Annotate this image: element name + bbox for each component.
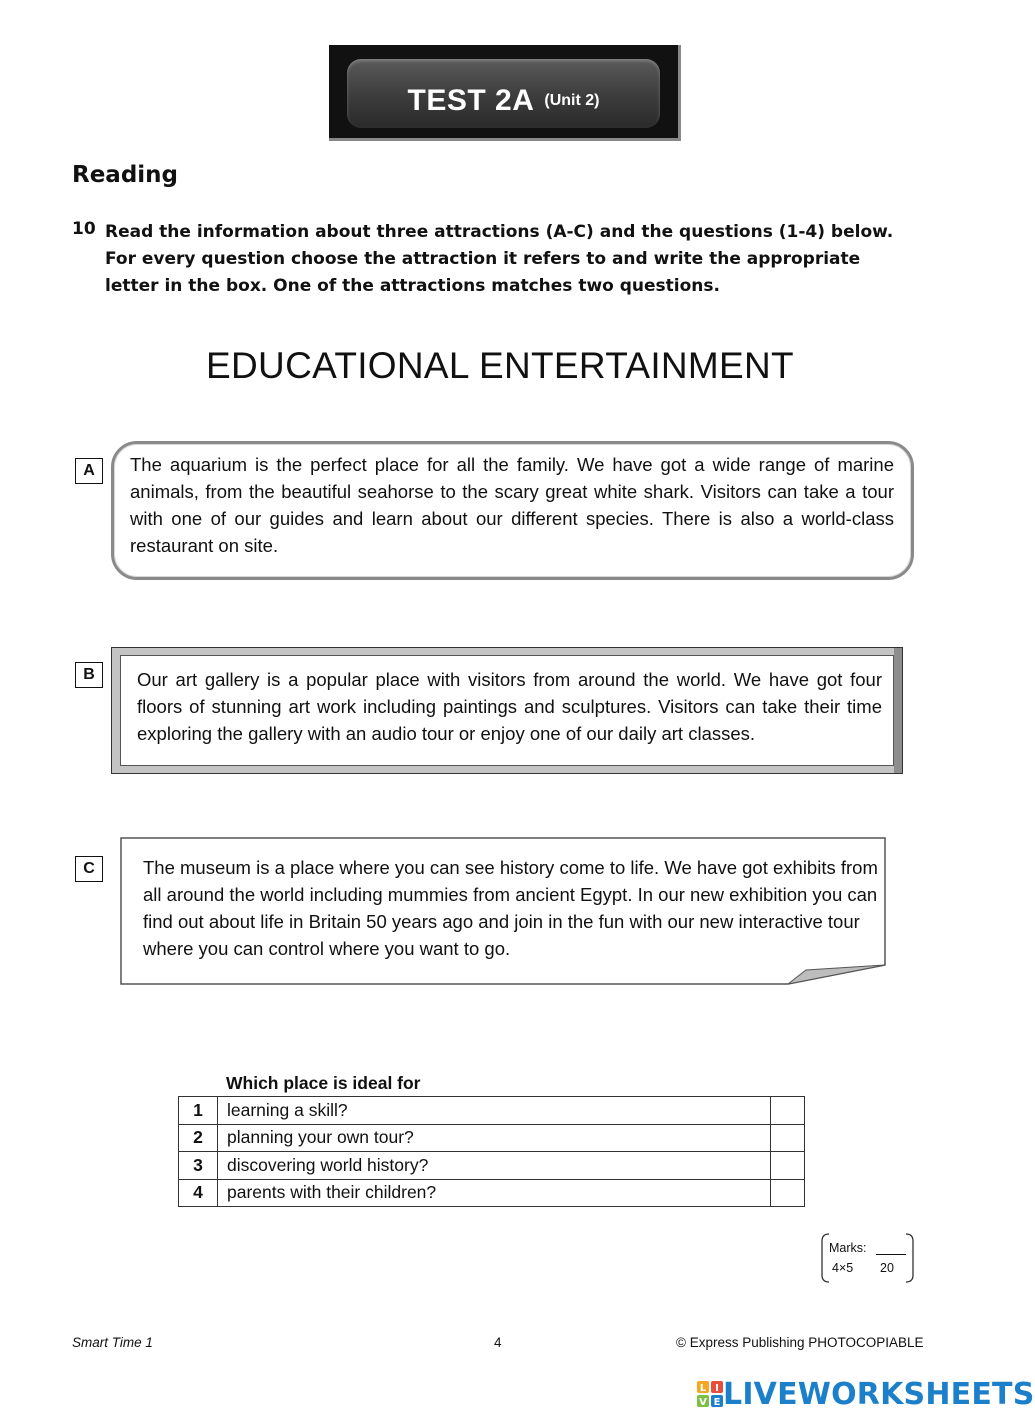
test-header-plate: [347, 59, 660, 128]
page-title: EDUCATIONAL ENTERTAINMENT: [206, 345, 794, 386]
answer-box[interactable]: [771, 1097, 805, 1125]
section-heading: Reading: [72, 162, 179, 188]
liveworksheets-wordmark: LIVEWORKSHEETS: [723, 1376, 1035, 1412]
question-number: 4: [179, 1179, 218, 1207]
attraction-letter-b: B: [75, 662, 103, 688]
question-text: discovering world history?: [218, 1152, 771, 1180]
question-text: parents with their children?: [218, 1179, 771, 1207]
test-header-banner: [329, 45, 681, 141]
test-title: TEST 2A: [407, 83, 535, 117]
instruction-line: For every question choose the attraction it refers to and write the appropriate: [105, 249, 861, 269]
exercise-instructions: [105, 219, 935, 300]
svg-text:L: L: [699, 1383, 707, 1394]
test-unit: (Unit 2): [544, 91, 600, 109]
attraction-text-a: The aquarium is the perfect place for all the family. We have got a wide range of marine animals, from the beautiful seahorse to the scary great white shark. Visitors can take a tour with one of our guides and learn about our different species. There is also a world-class restaurant on site.: [130, 454, 894, 556]
marks-multiplier: 4×5: [832, 1261, 854, 1275]
attraction-letter-a: A: [75, 458, 103, 484]
liveworksheets-logo-icon: [697, 1381, 723, 1407]
footer-book-title: Smart Time 1: [72, 1335, 153, 1350]
answer-box[interactable]: [771, 1152, 805, 1180]
question-text: planning your own tour?: [218, 1124, 771, 1152]
attraction-text-b: Our art gallery is a popular place with visitors from around the world. We have got four floors of stunning art work including paintings and sculptures. Visitors can take their time exploring the gallery with an audio tour or enjoy one of our daily art classes.: [137, 669, 882, 744]
instruction-line: Read the information about three attractions (A-C) and the questions (1-4) below.: [105, 222, 894, 242]
answer-box[interactable]: [771, 1179, 805, 1207]
attraction-letter-c: C: [75, 856, 103, 882]
questions-caption: Which place is ideal for: [226, 1073, 421, 1093]
attraction-box-b-shadow: [894, 648, 902, 773]
questions-table: [178, 1096, 805, 1207]
table-row: [179, 1179, 805, 1207]
footer-copyright: © Express Publishing PHOTOCOPIABLE: [676, 1335, 924, 1350]
question-number: 2: [179, 1124, 218, 1152]
svg-text:V: V: [699, 1397, 707, 1408]
question-text: learning a skill?: [218, 1097, 771, 1125]
exercise-number: 10: [72, 219, 96, 239]
marks-score-line[interactable]: [876, 1254, 906, 1255]
footer-page-number: 4: [494, 1335, 502, 1350]
attraction-text-c: The museum is a place where you can see history come to life. We have got exhibits from all around the world including mummies from ancient Egypt. In our new exhibition you can find out about life in Britain 50 years ago and join in the fun with our new interactive tour where you can control where you want to go.: [143, 857, 878, 959]
table-row: [179, 1097, 805, 1125]
svg-text:E: E: [713, 1397, 721, 1408]
answer-box[interactable]: [771, 1124, 805, 1152]
table-row: [179, 1124, 805, 1152]
marks-label: Marks:: [829, 1241, 867, 1255]
question-number: 1: [179, 1097, 218, 1125]
marks-total: 20: [880, 1261, 894, 1275]
svg-text:I: I: [715, 1383, 719, 1394]
question-number: 3: [179, 1152, 218, 1180]
table-row: [179, 1152, 805, 1180]
instruction-line: letter in the box. One of the attractions matches two questions.: [105, 276, 720, 296]
liveworksheets-logo: [697, 1377, 1035, 1411]
